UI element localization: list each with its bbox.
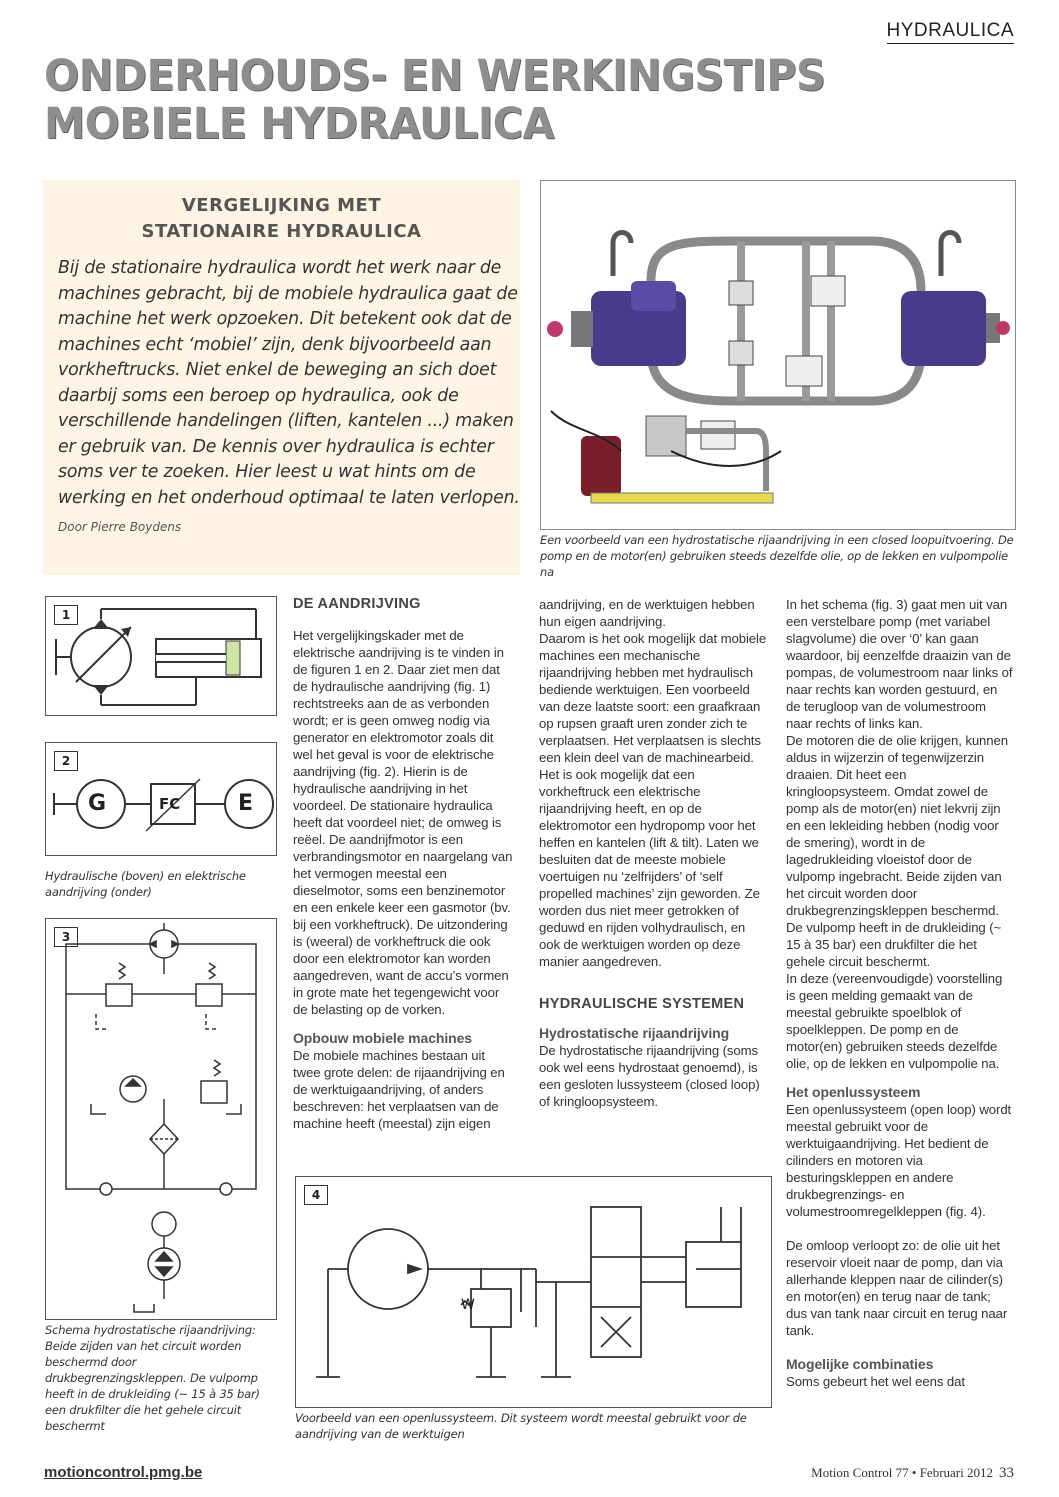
figure-2 [45, 742, 277, 856]
figure-3 [45, 918, 277, 1320]
footer-website-link[interactable]: motioncontrol.pmg.be [44, 1464, 203, 1481]
intro-title-line-1: VERGELIJKING MET [181, 195, 382, 216]
heading-de-aandrijving: DE AANDRIJVING [293, 596, 421, 612]
figure-1 [45, 596, 277, 716]
col3-paragraph-4: Een openlussysteem (open loop) wordt meestal gebruikt voor de werktuigaandrijving. Het bedient de cilinders en motoren via besturingskleppen en andere drukbegrenzings- en volumestroomregelkleppen (fig. 4). [786, 1102, 1012, 1219]
byline: Door Pierre Boydens [58, 520, 182, 534]
figure-4-schematic [296, 1177, 771, 1407]
subheading-openlussysteem: Het openlussysteem [786, 1084, 921, 1100]
figure-2-generator-label: G [88, 791, 107, 816]
figure-1-schematic [46, 597, 276, 715]
hydraulic-photo [540, 180, 1016, 530]
col3-paragraph-1: In het schema (fig. 3) gaat men uit van een verstelbare pomp (met variabel slagvolume) die over ‘0’ kan gaan waardoor, bij eenzelfde draaizin van de pompas, de volumestroom naar links of naar rechts kan worden gestuurd, en de terugloop van de volumestroom naar rechts of links kan. [786, 597, 1013, 731]
col3-paragraph-6: Soms gebeurt het wel eens dat [786, 1374, 965, 1389]
heading-hydraulische-systemen: HYDRAULISCHE SYSTEMEN [539, 996, 745, 1012]
photo-caption: Een voorbeeld van een hydrostatische rijaandrijving in een closed loopuitvoering. De pomp en de motor(en) gebruiken steeds dezelfde olie, op de lekken en vulpompolie na [540, 533, 1014, 579]
col3-paragraph-3: In deze (vereenvoudigde) voorstelling is geen melding gemaakt van de meestal gebruikte spoelblok of spoelkleppen. De pomp en de motor(en) gebruiken steeds dezelfde olie, op de lekken en vulpompolie na. [786, 971, 1003, 1071]
col2-paragraph-2: Daarom is het ook mogelijk dat mobiele machines een mechanische rijaandrijving hebben met hydraulisch bediende werktuigen. Een voorbeeld van deze laatste soort: een graafkraan op rupsen graaft uren zonder zich te verplaatsen. Het verplaatsen is slechts een klein deel van de machinearbeid. [539, 631, 767, 765]
intro-title-line-2: STATIONAIRE HYDRAULICA [141, 221, 422, 242]
article-column-1 [293, 596, 513, 1132]
footer-issue [811, 1465, 1014, 1482]
subheading-mogelijke-combinaties: Mogelijke combinaties [786, 1356, 934, 1372]
page-number: 33 [999, 1465, 1014, 1481]
col3-paragraph-5: De omloop verloopt zo: de olie uit het reservoir vloeit naar de pomp, dan via allerhande kleppen naar de cilinder(s) en motor(en) en terug naar de tank; dus van tank naar circuit en terug naar tank. [786, 1238, 1008, 1338]
subheading-opbouw: Opbouw mobiele machines [293, 1030, 472, 1046]
footer-issue-label: Motion Control 77 • Februari 2012 [811, 1465, 993, 1480]
figure-4-caption: Voorbeeld van een openlussysteem. Dit systeem wordt meestal gebruikt voor de aandrijving van de werktuigen [295, 1411, 747, 1441]
col1-paragraph-2: De mobiele machines bestaan uit twee grote delen: de rijaandrijving en de werktuigaandrijving, of anders beschreven: het verplaatsen van de machine heeft (meestal) zijn eigen [293, 1048, 505, 1131]
article-column-2 [539, 596, 767, 1110]
figure-4 [295, 1176, 772, 1408]
figure-2-number: 2 [54, 751, 78, 771]
article-title-line-1: ONDERHOUDS- EN WERKINGSTIPS [44, 51, 826, 101]
col2-paragraph-1: aandrijving, en de werktuigen hebben hun eigen aandrijving. [539, 597, 755, 629]
hydraulic-photo-illustration [541, 181, 1015, 529]
figure-3-schematic [46, 919, 276, 1319]
figure-1-number: 1 [54, 605, 78, 625]
article-column-3 [786, 596, 1014, 1390]
article-title [44, 52, 825, 148]
intro-text: Bij de stationaire hydraulica wordt het werk naar de machines gebracht, bij de mobiele hydraulica gaat de machine het werk opzoeken. Dit betekent ook dat de machines echt ‘mobiel’ zijn, denk bijvoorbeeld aan vorkheftrucks. Niet enkel de beweging an sich doet daarbij soms een beroep op hydraulica, ook de verschillende handelingen (liften, kantelen ...) maken er gebruik van. De kennis over hydraulica is echter soms ver te zoeken. Hier leest u wat hints om de werking en het onderhoud optimaal te laten verlopen. [58, 258, 520, 508]
figure-2-motor-label: E [238, 791, 254, 816]
col1-paragraph-1: Het vergelijkingskader met de elektrische aandrijving is te vinden in de figuren 1 en 2. Daar ziet men dat de hydraulische aandrijving (fig. 1) rechtstreeks aan de as verbonden wordt; er is geen omweg nodig via generator en elektromotor zoals dit wel het geval is voor de elektrische aandrijving (fig. 2). Hierin is de hydraulische aandrijving in het voordeel. De stationaire hydraulica heeft dat voordeel niet; de omweg is reëel. De aandrijfmotor is een verbrandingsmotor en naargelang van het vermogen meestal een dieselmotor, soms een benzinemotor en een enkele keer een gasmotor (bv. bij een vorkheftruck). De uitzondering is (weeral) de vorkheftruck die ook door een elektromotor kan worden aangedreven, want de accu’s vormen in grote mate het tegengewicht voor de belasting op de vorken. [293, 628, 513, 1017]
figure-4-number: 4 [304, 1185, 328, 1205]
col2-paragraph-4: De hydrostatische rijaandrijving (soms ook wel eens hydrostaat genoemd), is een gesloten lussysteem (closed loop) of kringloopsysteem. [539, 1043, 760, 1109]
article-title-line-2: MOBIELE HYDRAULICA [44, 99, 555, 149]
section-tag: HYDRAULICA [887, 20, 1014, 44]
figure-1-2-caption: Hydraulische (boven) en elektrische aandrijving (onder) [45, 869, 246, 899]
intro-title [43, 193, 520, 245]
subheading-hydrostatische: Hydrostatische rijaandrijving [539, 1025, 730, 1041]
col2-paragraph-3: Het is ook mogelijk dat een vorkheftruck een elektrische rijaandrijving heeft, en op de elektromotor een hydropomp voor het heffen en kantelen (lift & tilt). Laten we besluiten dat de meeste mobiele voertuigen nu ‘zelfrijders’ of ‘self propelled machines’ zijn geworden. Ze worden dus niet meer getrokken of geduwd en rijden volhydraulisch, en ook de werktuigen worden op deze manier aangedreven. [539, 767, 760, 969]
col3-paragraph-2: De motoren die de olie krijgen, kunnen aldus in wijzerzin of tegenwijzerzin draaien. Dit heet een kringloopsysteem. Omdat zowel de pomp als de motor(en) niet lekvrij zijn en een lekleiding hebben (nodig voor de smering), wordt in de lagedrukleiding vloeistof door de vulpomp ingebracht. Beide zijden van het circuit worden door drukbegrenzingskleppen beschermd. De vulpomp heeft in de drukleiding (~ 15 à 35 bar) een drukfilter die het gehele circuit beschermt. [786, 733, 1008, 969]
figure-3-caption: Schema hydrostatische rijaandrijving: Beide zijden van het circuit worden beschermd door drukbegrenzingskleppen. De vulpomp heeft in de drukleiding (~ 15 à 35 bar) een drukfilter die het gehele circuit beschermt [45, 1323, 260, 1433]
figure-4-w-label: W [461, 1297, 475, 1313]
figure-3-number: 3 [54, 927, 78, 947]
figure-2-fc-label: FC [159, 795, 181, 813]
